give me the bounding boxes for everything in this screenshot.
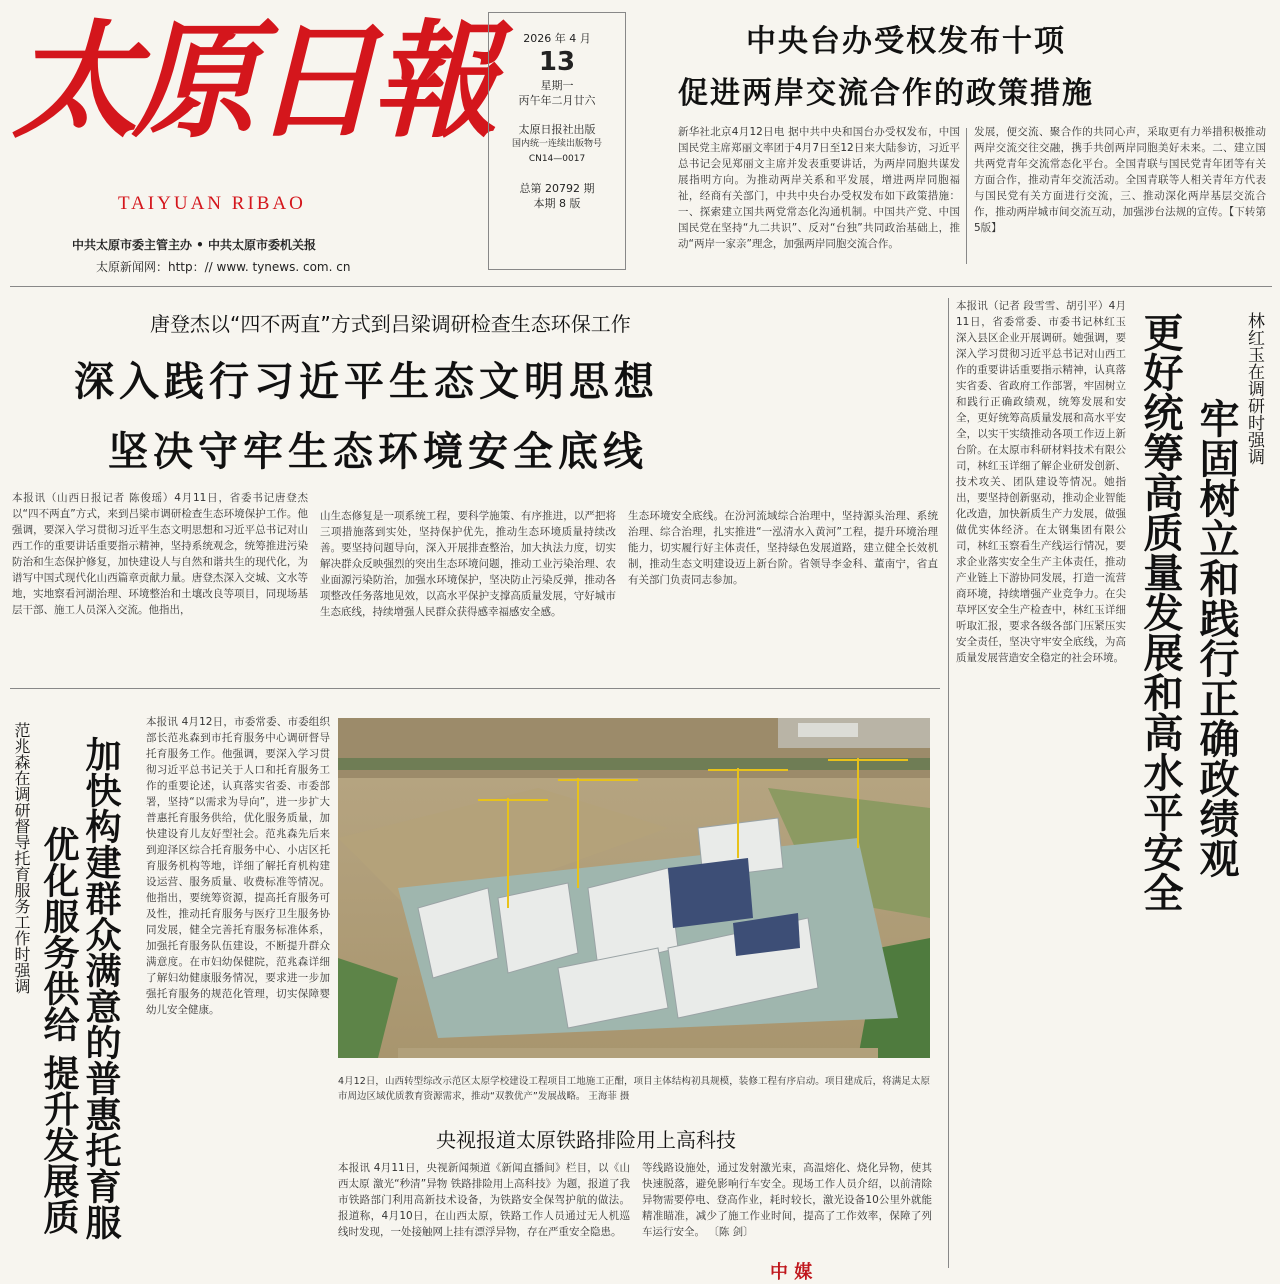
construction-photo-illustration [338, 718, 930, 1058]
bottom-story-col2: 等线路设施处，通过发射激光束，高温熔化、烧化异物，使其快速脱落，避免影响行车安全。现场工作人员介绍，以前清除异物需要停电、登高作业，耗时较长，激光设备10公里外就能精准瞄准，减少了施工作业时间，提高了工作效率，保障了列车运行安全。 〔陈 剑〕 [642, 1162, 932, 1238]
date-box [488, 12, 626, 270]
masthead-logo: 太原日報 [12, 7, 492, 155]
side-story-body: 本报讯（记者 段雪雪、胡引平）4月11日，省委常委、市委书记林红玉深入县区企业开展调研。她强调，要深入学习贯彻习近平总书记对山西工作的重要讲话重要指示精神，认真落实省委、省政府工作部署，牢固树立和践行正确政绩观，统筹发展和安全，更好统筹高质量发展和高水平安全，以实干实绩推动各项工作迈上新台阶。在太原市科研材料技术有限公司，林红玉详细了解企业研发创新、技术攻关、团队建设等情况。她指出，要坚持创新驱动，推动企业智能化改造，加快新质生产力发展，做强做优实体经济。在太钢集团有限公司，林红玉察看生产线运行情况，要求企业落实安全生产主体责任，推动产业链上下游协同发展，打造一流营商环境，持续增强产业竞争力。在尖草坪区安全生产检查中，林红玉详细听取汇报，要求各级各部门压紧压实安全责任，坚决守牢安全底线，为高质量发展营造安全稳定的社会环境。 [956, 300, 1126, 664]
masthead-website: 太原新闻网：http：// www. tynews. com. cn [96, 260, 351, 274]
date-lunar: 丙午年二月廿六 [518, 94, 596, 107]
top-headline-2: 促进两岸交流合作的政策措施 [678, 76, 1094, 111]
lead-headline-2: 坚决守牢生态环境安全底线 [108, 429, 648, 475]
side-kicker: 林红玉在调研时强调 [1244, 312, 1264, 465]
divider [948, 298, 949, 1268]
side-headline-a: 牢固树立和践行正确政绩观 [1193, 398, 1239, 878]
lead-story-col3: 生态环境安全底线。在汾河流域综合治理中，坚持源头治理、系统治理、综合治理，扎实推进“一泓清水入黄河”工程，提升环境治理能力，切实履行好主体责任，坚持绿色发展道路，建立健全长效机制，推动生态文明建设迈上新台阶。省领导李金科、董南宁，省直有关部门负责同志参加。 [628, 510, 938, 586]
serial-number: CN14—0017 [528, 154, 586, 164]
masthead-sponsor: 中共太原市委主管主办 • 中共太原市委机关报 [72, 238, 317, 252]
bottom-story-col1: 本报讯 4月11日，央视新闻频道《新闻直播间》栏目，以《山西太原 激光“秒清”异物 铁路排险用上高科技》为题，报道了我市铁路部门利用高新技术设备，为铁路安全保驾护航的做法。报道称，4月10日，在山西太原，铁路工作人员通过无人机巡线时发现，一处接触网上挂有漂浮异物，存在严重安全隐患。 [338, 1162, 630, 1238]
bottom-story-tail: 中 媒 [770, 1262, 813, 1283]
publisher: 太原日报社出版 [518, 123, 596, 136]
lead-kicker: 唐登杰以“四不两直”方式到吕梁调研检查生态环保工作 [150, 312, 631, 336]
divider [10, 688, 940, 689]
masthead-pinyin: TAIYUAN RIBAO [118, 193, 306, 214]
date-day: 13 [538, 47, 576, 77]
left-story-body: 本报讯 4月12日，市委常委、市委组织部长范兆森到市托育服务中心调研督导托育服务工作。他强调，要深入学习贯彻习近平总书记关于人口和托育服务工作的重要论述，认真落实省委、市委部署，坚持“以需求为导向”，进一步扩大普惠托育服务供给，优化服务质量，加快建设育儿友好型社会。范兆森先后来到迎泽区综合托育服务中心、小店区托育服务机构等地，详细了解托育机构建设运营、服务质量、收费标准等情况。他指出，要统筹资源，提高托育服务可及性，推动托育服务与医疗卫生服务协同发展，健全完善托育服务标准体系，加强托育服务队伍建设，不断提升群众满意度。在市妇幼保健院，范兆森详细了解妇幼健康服务情况，要求进一步加强托育服务的规范化管理，切实保障婴幼儿安全健康。 [146, 716, 330, 1016]
top-story-col1: 新华社北京4月12日电 据中共中央和国台办受权发布，中国国民党主席郑丽文率团于4月7日至12日来大陆参访，习近平总书记会见郑丽文主席并发表重要讲话，为两岸同胞共谋发展指明方向。为推动两岸关系和平发展，增进两岸同胞福祉，经商有关部门，中共中央台办受权发布如下政策措施：一、探索建立国共两党常态化沟通机制。中国共产党、中国国民党在坚持“九二共识”、反对“台独”共同政治基础上，推动“两岸一家亲”理念，加强两岸同胞交流合作。 [678, 126, 960, 250]
top-headline-1: 中央台办受权发布十项 [746, 24, 1066, 59]
divider [966, 128, 967, 264]
date-weekday: 星期一 [540, 79, 574, 92]
divider [10, 286, 1272, 287]
left-kicker: 范兆森在调研督导托育服务工作时强调 [12, 722, 31, 994]
serial-label: 国内统一连续出版物号 [511, 139, 602, 149]
lead-story-col2: 山生态修复是一项系统工程，要科学施策、有序推进，以严把将三项措施落到实处，坚持保护优先，推动生态环境质量持续改善。要坚持问题导向，深入开展排查整治，加大执法力度，切实解决群众反映强烈的突出生态环境问题，推动工业污染治理、农业面源污染防治，加强水环境保护，坚决防止污染反弹，推动各项整改任务落地见效，以高水平保护支撑高质量发展，守好城市生态底线，持续增强人民群众获得感幸福感安全感。 [320, 510, 616, 618]
construction-photo [338, 718, 930, 1058]
lead-headline-1: 深入践行习近平生态文明思想 [74, 359, 659, 405]
lead-story-col1: 本报讯（山西日报记者 陈俊瑶）4月11日，省委书记唐登杰以“四不两直”方式，来到吕梁市调研检查生态环境保护工作。他强调，要深入学习贯彻习近平生态文明思想和习近平总书记对山西工作的重要讲话重要指示精神，坚持系统观念，统筹推进污染防治和生态保护修复，加快建设人与自然和谐共生的现代化，为谱写中国式现代化山西篇章贡献力量。唐登杰深入交城、文水等地，实地察看河湖治理、环境整治和土壤改良等项目，同现场基层干部、施工人员深入交流。他指出， [12, 492, 308, 616]
top-story-col2: 发展，便交流、聚合作的共同心声，采取更有力举措积极推动两岸交流交往交融，携手共创两岸同胞美好未来。二、建立国共两党青年交流常态化平台。全国青联与国民党青年团等有关方面合作，推动青年交流活动。全国青联等人相关青年方代表与国民党有关方面进行交流，三、推动深化两岸基层交流合作，推动两岸城市间交流互动，加强涉台法规的宣传。【下转第5版】 [974, 126, 1266, 234]
left-headline-a: 加快构建群众满意的普惠托育服 [80, 736, 121, 1240]
date-year-month: 2026 年 4 月 [523, 32, 591, 45]
photo-caption: 4月12日，山西转型综改示范区太原学校建设工程项目工地施工正酣，项目主体结构初具规模，装修工程有序启动。项目建成后，将满足太原市周边区域优质教育资源需求，推动“双教优产”发展战略。 王海菲 摄 [338, 1076, 930, 1102]
side-headline-b: 更好统筹高质量发展和高水平安全 [1137, 312, 1183, 912]
issue-number: 总第 20792 期 [519, 182, 595, 195]
bottom-headline: 央视报道太原铁路排险用上高科技 [436, 1128, 736, 1152]
page-count: 本期 8 版 [533, 197, 581, 210]
left-headline-b: 优化服务供给 提升发展质 [38, 826, 79, 1235]
